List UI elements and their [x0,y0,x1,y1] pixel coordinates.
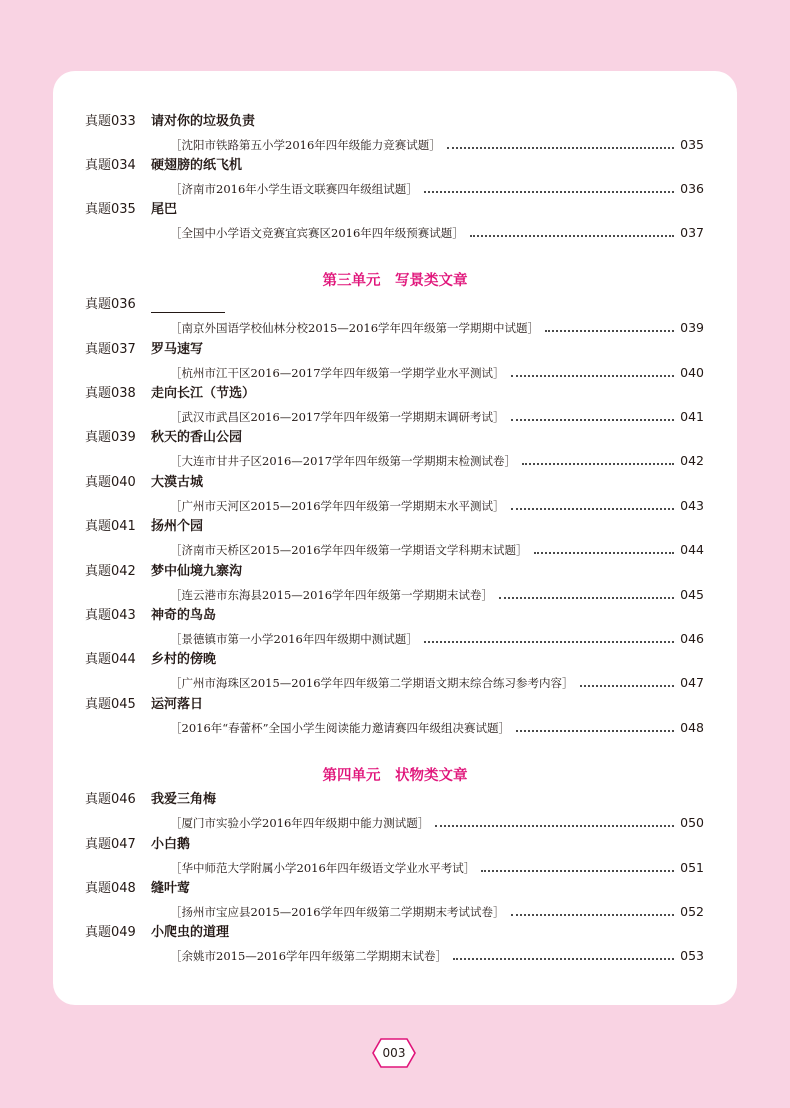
entry-title: 乡村的傍晚 [151,652,217,667]
dot-leader [447,147,674,149]
entry-title: 大漠古城 [151,475,204,490]
toc-entry[interactable] [53,157,737,201]
toc-entry[interactable] [53,836,737,880]
entry-page: 036 [680,181,704,196]
dot-leader [511,508,675,510]
entry-title: 神奇的鸟岛 [151,608,217,623]
entry-number: 真题035 [85,202,136,217]
toc-entry[interactable] [53,924,737,968]
entry-title: 硬翅膀的纸飞机 [151,158,243,173]
entry-source: ［2016年“春蕾杯”全国小学生阅读能力邀请赛四年级组决赛试题］ [170,721,511,735]
entry-source: ［广州市海珠区2015—2016学年四年级第二学期语文期末综合练习参考内容］ [170,676,574,690]
entry-number: 真题033 [85,114,136,129]
dot-leader [424,641,674,643]
dot-leader [453,958,674,960]
toc-entry[interactable] [53,341,737,385]
entry-source-line [170,674,704,692]
entry-number: 真题034 [85,158,136,173]
entry-title: 运河落日 [151,697,204,712]
entry-page: 037 [680,225,704,240]
entry-source: ［济南市天桥区2015—2016学年四年级第一学期语文学科期末试题］ [170,543,528,557]
dot-leader [534,552,675,554]
page-number: 003 [382,1046,406,1060]
entry-page: 044 [680,542,704,557]
dot-leader [511,419,675,421]
entry-source-line [170,947,704,965]
entry-source: ［沈阳市铁路第五小学2016年四年级能力竞赛试题］ [170,138,441,152]
entry-title: 扬州个园 [151,519,204,534]
dot-leader [481,870,674,872]
entry-page: 041 [680,409,704,424]
entry-number: 真题046 [85,792,136,807]
entry-source: ［全国中小学语文竞赛宜宾赛区2016年四年级预赛试题］ [170,226,464,240]
entry-source-line [170,586,704,604]
entry-page: 046 [680,631,704,646]
entry-source: ［南京外国语学校仙林分校2015—2016学年四年级第一学期期中试题］ [170,321,540,335]
entry-source-line [170,319,704,337]
entry-source-line [170,719,704,737]
entry-title: 走向长江（节选） [151,386,256,401]
entry-number: 真题048 [85,881,136,896]
entry-number: 真题038 [85,386,136,401]
toc-entry[interactable] [53,385,737,429]
toc-entry[interactable] [53,518,737,562]
toc-entry[interactable] [53,696,737,740]
toc-entry[interactable] [53,201,737,245]
entry-number: 真题044 [85,652,136,667]
entry-number: 真题036 [85,297,136,312]
toc-card [53,71,737,1005]
entry-source-line [170,408,704,426]
entry-number: 真题047 [85,837,136,852]
entry-number: 真题039 [85,430,136,445]
entry-title: 尾巴 [151,202,178,217]
entry-source-line [170,224,704,242]
toc-entry[interactable] [53,791,737,835]
entry-source: ［华中师范大学附属小学2016年四年级语文学业水平考试］ [170,861,476,875]
entry-title: 梦中仙境九寨沟 [151,564,243,579]
dot-leader [499,597,674,599]
entry-page: 035 [680,137,704,152]
entry-title: 小白鹅 [151,837,191,852]
unit-heading: 第四单元 状物类文章 [322,767,468,784]
entry-page: 047 [680,675,704,690]
page-number-badge [371,1036,417,1070]
entry-page: 040 [680,365,704,380]
dot-leader [580,685,675,687]
toc-entry[interactable] [53,429,737,473]
entry-source: ［余姚市2015—2016学年四年级第二学期期末试卷］ [170,949,448,963]
toc-entry[interactable] [53,474,737,518]
entry-source-line [170,903,704,921]
entry-source: ［连云港市东海县2015—2016学年四年级第一学期期末试卷］ [170,588,494,602]
entry-source-line [170,814,704,832]
entry-number: 真题037 [85,342,136,357]
toc-entry[interactable] [53,113,737,157]
entry-title: 我爱三角梅 [151,792,217,807]
toc-entry[interactable] [53,296,737,340]
entry-source: ［大连市甘井子区2016—2017学年四年级第一学期期末检测试卷］ [170,454,517,468]
dot-leader [511,914,675,916]
title-blank-line [151,312,225,313]
entry-source: ［广州市天河区2015—2016学年四年级第一学期期末水平测试］ [170,499,505,513]
dot-leader [522,463,674,465]
toc-entry[interactable] [53,607,737,651]
entry-number: 真题040 [85,475,136,490]
entry-source-line [170,859,704,877]
entry-number: 真题049 [85,925,136,940]
entry-title: 秋天的香山公园 [151,430,243,445]
dot-leader [470,235,674,237]
entry-page: 050 [680,815,704,830]
entry-source-line [170,541,704,559]
entry-source: ［扬州市宝应县2015—2016学年四年级第二学期期末考试试卷］ [170,905,505,919]
entry-page: 045 [680,587,704,602]
entry-page: 042 [680,453,704,468]
dot-leader [511,375,675,377]
entry-source: ［济南市2016年小学生语文联赛四年级组试题］ [170,182,418,196]
entry-source: ［景德镇市第一小学2016年四年级期中测试题］ [170,632,418,646]
dot-leader [424,191,674,193]
entry-number: 真题042 [85,564,136,579]
entry-source-line [170,630,704,648]
entry-number: 真题045 [85,697,136,712]
entry-number: 真题043 [85,608,136,623]
entry-page: 039 [680,320,704,335]
entry-source-line [170,136,704,154]
entry-title: 小爬虫的道理 [151,925,230,940]
entry-source-line [170,180,704,198]
entry-source-line [170,497,704,515]
entry-source: ［厦门市实验小学2016年四年级期中能力测试题］ [170,816,430,830]
entry-source: ［杭州市江干区2016—2017学年四年级第一学期学业水平测试］ [170,366,505,380]
toc-entry[interactable] [53,563,737,607]
unit-heading: 第三单元 写景类文章 [322,272,468,289]
entry-page: 052 [680,904,704,919]
entry-source-line [170,452,704,470]
entry-page: 053 [680,948,704,963]
entry-source-line [170,364,704,382]
entry-title: 请对你的垃圾负责 [151,114,256,129]
entry-title: 缝叶莺 [151,881,191,896]
dot-leader [435,825,674,827]
entry-title: 罗马速写 [151,342,204,357]
dot-leader [545,330,674,332]
entry-source: ［武汉市武昌区2016—2017学年四年级第一学期期末调研考试］ [170,410,505,424]
dot-leader [516,730,674,732]
toc-entry[interactable] [53,651,737,695]
toc-entry[interactable] [53,880,737,924]
entry-page: 043 [680,498,704,513]
entry-number: 真题041 [85,519,136,534]
entry-page: 048 [680,720,704,735]
entry-page: 051 [680,860,704,875]
